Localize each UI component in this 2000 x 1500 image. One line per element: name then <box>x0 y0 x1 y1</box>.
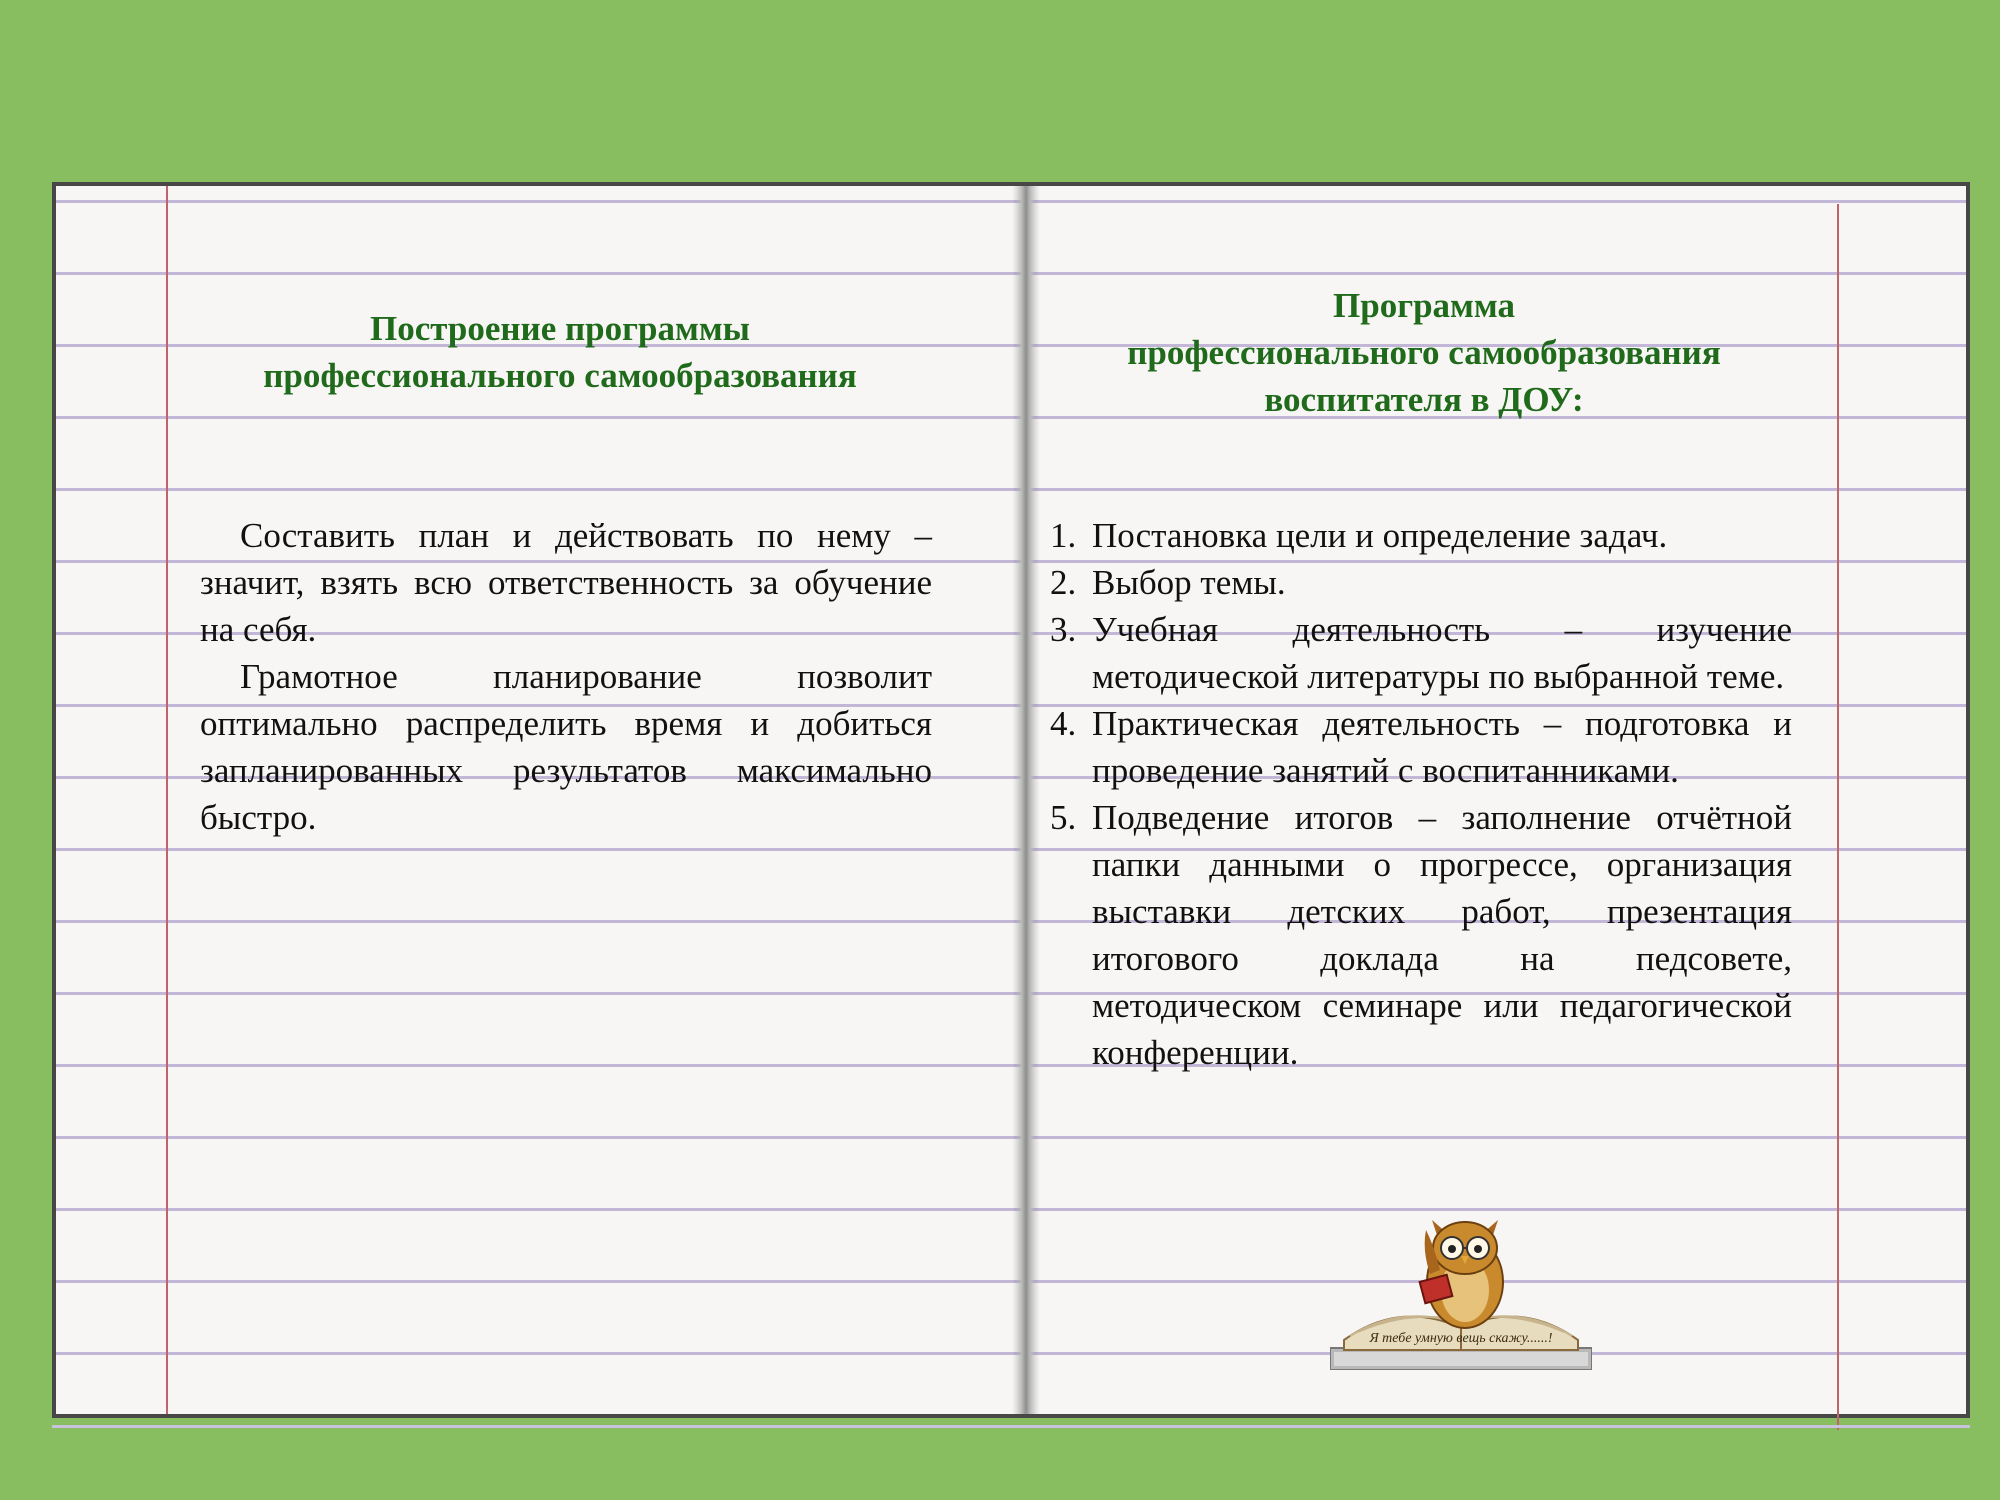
step-number: 5. <box>1050 798 1077 837</box>
owl-reading-book-icon <box>1330 1190 1592 1370</box>
left-title-line: профессионального самообразования <box>263 356 857 395</box>
right-page-title <box>1050 282 1798 423</box>
step-number: 2. <box>1050 563 1077 602</box>
step-text: Выбор темы. <box>1092 563 1286 602</box>
step-text: Подведение итогов – заполнение отчётной папки данными о прогрессе, организация выставки детских работ, презентация итогового доклада на педсовете, методическом семинаре или педагогической конференции. <box>1092 798 1792 1072</box>
left-paragraph-2: Грамотное планирование позволит оптимально распределить время и добиться запланированных результатов максимально быстро. <box>200 657 932 837</box>
notebook-bottom-line <box>52 1425 1970 1428</box>
list-item <box>1050 559 1792 606</box>
owl-caption: Я тебе умную вещь скажу......! <box>1369 1331 1553 1346</box>
program-steps-list <box>1050 512 1792 1076</box>
step-number: 1. <box>1050 516 1077 555</box>
right-title-line: воспитателя в ДОУ: <box>1264 380 1584 419</box>
right-title-line: профессионального самообразования <box>1127 333 1721 372</box>
list-item <box>1050 606 1792 700</box>
step-number: 3. <box>1050 610 1077 649</box>
step-text: Практическая деятельность – подготовка и проведение занятий с воспитанниками. <box>1092 704 1792 790</box>
left-margin-line <box>166 186 168 1414</box>
list-item <box>1050 512 1792 559</box>
step-number: 4. <box>1050 704 1077 743</box>
left-page-title <box>200 305 920 399</box>
step-text: Постановка цели и определение задач. <box>1092 516 1668 555</box>
right-title-line: Программа <box>1333 286 1515 325</box>
right-margin-line <box>1837 204 1839 1430</box>
list-item <box>1050 700 1792 794</box>
left-title-line: Построение программы <box>370 309 750 348</box>
list-item <box>1050 794 1792 1076</box>
left-paragraph-1: Составить план и действовать по нему – значит, взять всю ответственность за обучение на себя. <box>200 516 932 649</box>
step-text: Учебная деятельность – изучение методической литературы по выбранной теме. <box>1092 610 1792 696</box>
